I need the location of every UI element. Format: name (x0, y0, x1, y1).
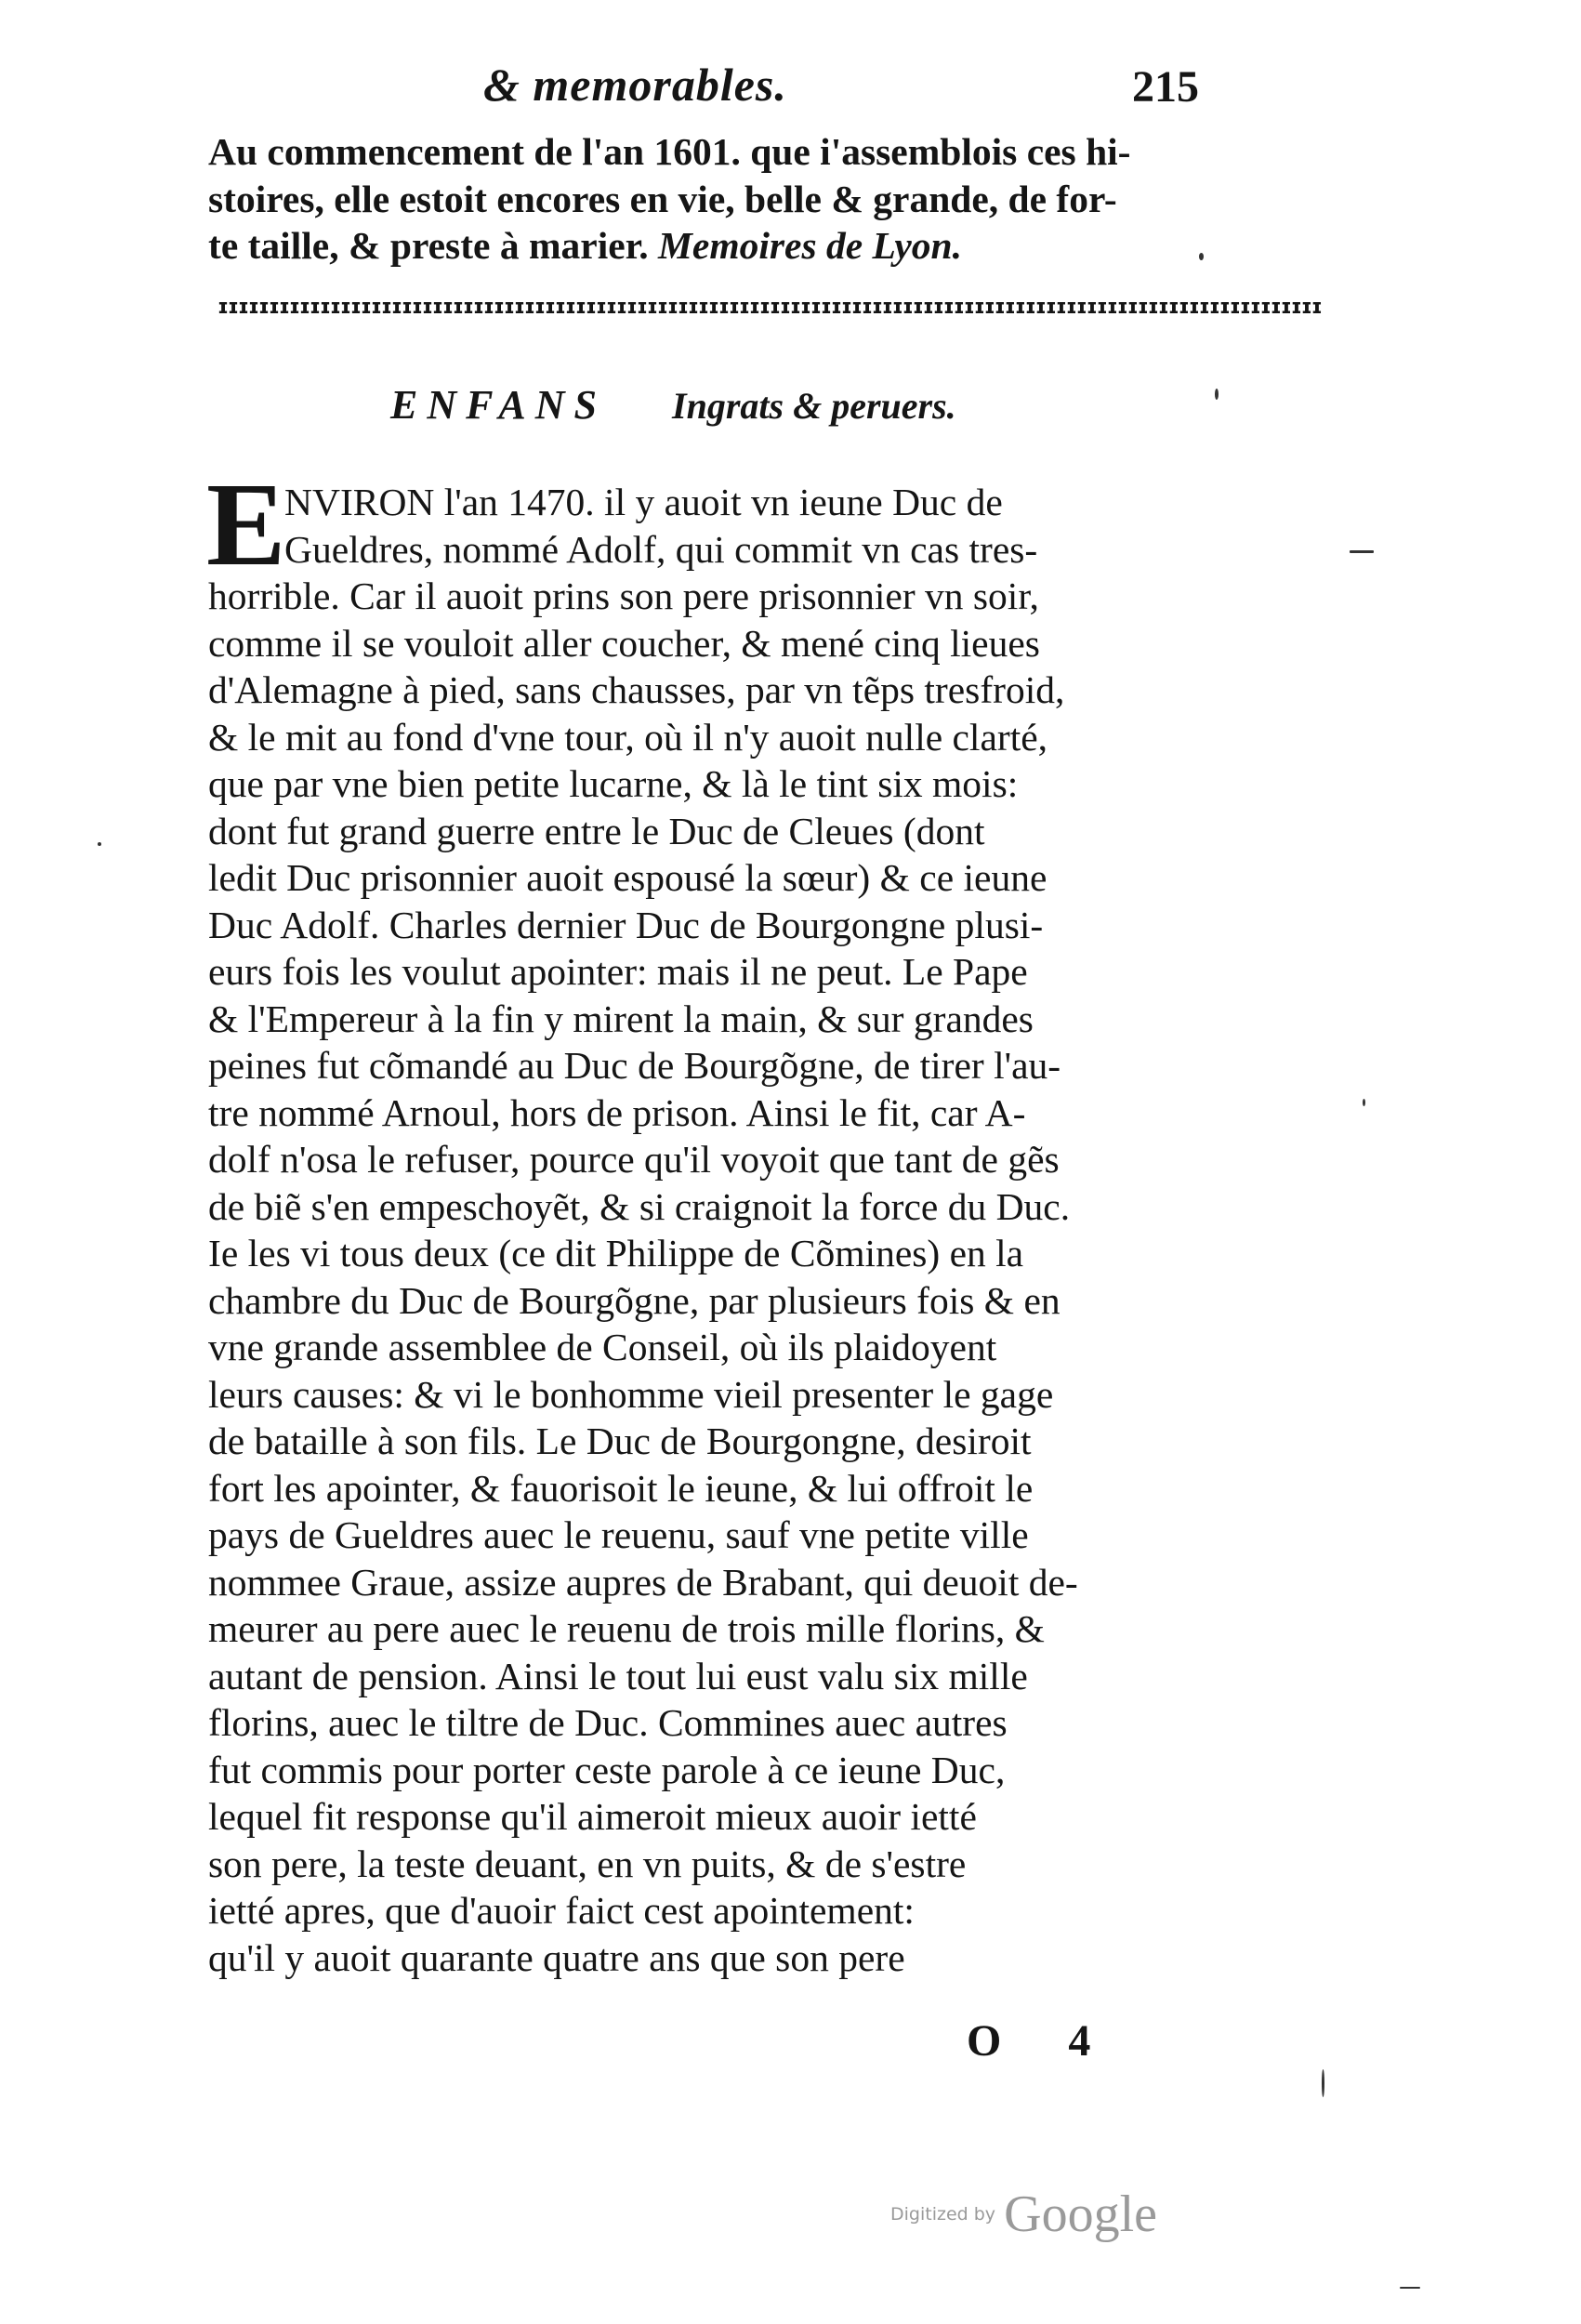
text-line: NVIRON l'an 1470. il y auoit vn ieune Duc de (284, 481, 1003, 523)
text-line (208, 222, 1231, 270)
text-line: & le mit au fond d'vne tour, où il n'y auoit nulle clarté, (208, 715, 1048, 759)
scan-speck (1215, 389, 1219, 400)
text-line-content: te taille, & preste à marier. (208, 224, 649, 267)
text-line: son pere, la teste deuant, en vn puits, & de s'estre (208, 1842, 967, 1885)
text-line: Gueldres, nommé Adolf, qui commit vn cas tres- (284, 527, 1038, 571)
watermark-prefix: Digitized by (890, 2204, 996, 2225)
text-line: stoires, elle estoit encores en vie, belle & grande, de for- (208, 177, 1117, 220)
text-line: tre nommé Arnoul, hors de prison. Ainsi le fit, car A- (208, 1090, 1026, 1134)
section-heading (390, 381, 956, 429)
text-line: que par vne bien petite lucarne, & là le tint six mois: (208, 762, 1019, 805)
watermark-brand: Google (1004, 2185, 1157, 2243)
running-head: & memorables. (483, 59, 787, 111)
text-line: leurs causes: & vi le bonhomme vieil presenter le gage (208, 1372, 1054, 1416)
text-line: vne grande assemblee de Conseil, où ils plaidoyent (208, 1326, 997, 1368)
text-line: de biẽ s'en empeschoyẽt, & si craignoit la force du Duc. (208, 1184, 1071, 1228)
signature-mark: O 4 (967, 2016, 1119, 2066)
scan-speck (1400, 2287, 1420, 2289)
text-line: peines fut cõmandé au Duc de Bourgõgne, de tirer l'au- (208, 1044, 1061, 1087)
text-line: Au commencement de l'an 1601. que i'assemblois ces hi- (208, 130, 1131, 173)
section-subtitle: Ingrats & peruers. (672, 385, 956, 427)
body-paragraph (208, 479, 1231, 1981)
scan-speck (1350, 550, 1374, 553)
text-line: fut commis pour porter ceste parole à ce ieune Duc, (208, 1748, 1006, 1791)
text-line: pays de Gueldres auec le reuenu, sauf vne petite ville (208, 1513, 1029, 1556)
text-line: meurer au pere auec le reuenu de trois mille florins, & (208, 1607, 1045, 1650)
source-reference: Memoires de Lyon. (658, 224, 962, 267)
drop-cap: E (206, 458, 286, 590)
text-line: horrible. Car il auoit prins son pere prisonnier vn soir, (208, 574, 1039, 617)
scan-speck (98, 842, 101, 846)
text-line: chambre du Duc de Bourgõgne, par plusieurs fois & en (208, 1278, 1061, 1322)
ornamental-divider: ɪɪɪɪɪɪɪɪɪɪɪɪɪɪɪɪɪɪɪɪɪɪɪɪɪɪɪɪɪɪɪɪɪɪɪɪɪɪɪɪɪɪɪɪɪɪɪɪɪɪɪɪɪɪɪɪɪɪɪɪɪɪɪɪɪɪɪɪɪɪɪɪɪɪɪɪɪɪɪɪɪɪɪɪɪɪɪɪɪɪɪɪɪɪɪɪɪɪɪɪɪɪɪɪɪɪɪɪ (217, 296, 1322, 319)
page-number: 215 (1132, 62, 1199, 112)
scan-speck (1199, 253, 1204, 260)
text-line: Ie les vi tous deux (ce dit Philippe de Cõmines) en la (208, 1232, 1024, 1274)
text-line: lequel fit response qu'il aimeroit mieux auoir ietté (208, 1795, 977, 1838)
continuation-paragraph (208, 128, 1231, 270)
text-line: qu'il y auoit quarante quatre ans que son pere (208, 1935, 905, 1979)
scan-speck (1322, 2069, 1324, 2097)
text-line: nommee Graue, assize aupres de Brabant, qui deuoit de- (208, 1560, 1078, 1604)
text-line: dolf n'osa le refuser, pource qu'il voyoit que tant de gẽs (208, 1138, 1060, 1181)
text-line: autant de pension. Ainsi le tout lui eust valu six mille (208, 1654, 1028, 1697)
text-line: ledit Duc prisonnier auoit espousé la sœur) & ce ieune (208, 856, 1047, 899)
text-line: & l'Empereur à la fin y mirent la main, & sur grandes (208, 997, 1034, 1040)
text-line: ietté apres, que d'auoir faict cest apointement: (208, 1889, 915, 1932)
text-line: de bataille à son fils. Le Duc de Bourgongne, desiroit (208, 1419, 1032, 1462)
text-line: eurs fois les voulut apointer: mais il ne peut. Le Pape (208, 950, 1028, 993)
text-line: florins, auec le tiltre de Duc. Commines auec autres (208, 1701, 1008, 1744)
text-line: dont fut grand guerre entre le Duc de Cleues (dont (208, 809, 985, 852)
scan-speck (1363, 1099, 1365, 1106)
digitization-watermark (890, 2185, 1157, 2244)
text-line: fort les apointer, & fauorisoit le ieune, & lui offroit le (208, 1466, 1034, 1510)
text-line: comme il se vouloit aller coucher, & mené cinq lieues (208, 621, 1040, 665)
text-line: Duc Adolf. Charles dernier Duc de Bourgongne plusi- (208, 903, 1044, 946)
section-title: ENFANS (390, 382, 607, 428)
text-line: d'Alemagne à pied, sans chausses, par vn tẽps tresfroid, (208, 668, 1065, 711)
